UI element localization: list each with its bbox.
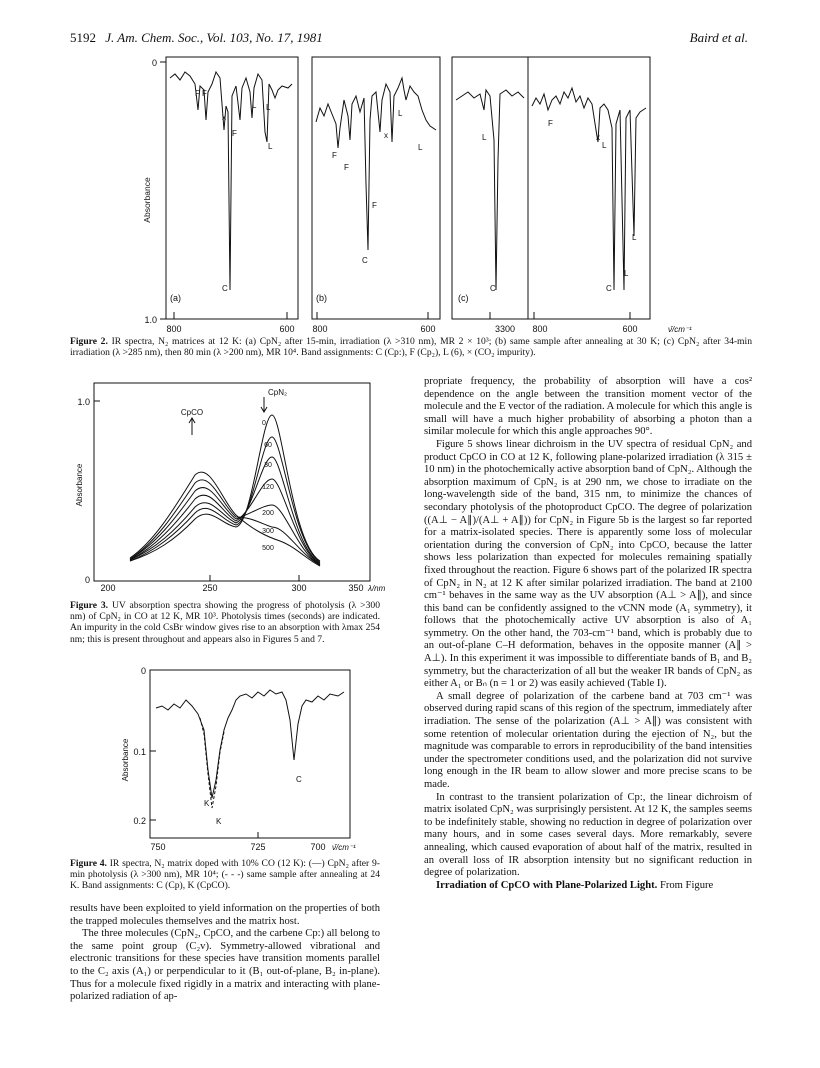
paragraph xyxy=(424,880,752,893)
spectrum-a xyxy=(170,72,292,290)
peak-label: L xyxy=(482,133,487,142)
peak-label: F xyxy=(548,119,553,128)
fig2-c-xtick-0: 3300 xyxy=(494,324,516,334)
paragraph: propriate frequency, the probability of absorption will have a cos² dependence on the angle between the transition moment vector of the molecule and the E vector of the radiation. A molecule for which this angle is small will have a much higher probability of absorbing a photon than a similar molecule for which this angle approaches 90°. xyxy=(424,376,753,438)
fig3-x-unit: λ/nm xyxy=(368,584,386,593)
paragraph: Figure 5 shows linear dichroism in the UV spectra of residual CpN₂ and product CpCO in CO at 12 K, following plane-polarized irradiation (λ 315 ± 10 nm) in the photochemically active absorption band of CpN₂. Although the absorption maximum of CpN₂ is at 290 nm, we chose to irradiate on the long-wavelength side of the band, 315 nm, to minimize the chances of secondary photolysis of the photoproduct CpCO. The degree of polarization ((A⊥ − A∥)/(A⊥ + A∥)) for CpN₂ in Figure 5b is the largest so far reported for a matrix-isolated species. There is apparently some loss of molecular orientation during the conversion of CpN₂ into CpCO, because the latter shows less polarization than expected for molecules remaining spatially fixed throughout the reaction. Figure 6 shows part of the polarized IR spectra of CpN₂ in N₂ at 12 K after similar polarized irradiation. The band at 2100 cm⁻¹ behaves in the same way as the UV absorption (A⊥ > A∥), and since this band can be confidently assigned to the νCNN mode (A₁ symmetry), it follows that the photochemically active UV absorption is also of A₁ symmetry. On the other hand, the 703-cm⁻¹ band, which is probably due to an out-of-plane C–H deformation, behaves in the opposite manner (A∥ > A⊥). In this experiment it was impossible to differentiate bands of B₁ and B₂ symmetry, but the characterization of all but the weaker IR bands of CpN₂ as either A₁ or Bₙ (n = 1 or 2) was easily achieved (Table I). xyxy=(424,438,752,690)
time-label: 500 xyxy=(262,545,274,552)
author-header: Baird et al. xyxy=(689,30,748,45)
peak-label: x xyxy=(384,131,388,140)
caption-text: UV absorption spectra showing the progress of photolysis (λ >300 nm) of CpN₂ in CO at 12 K, MR 10³. Photolysis times (seconds) are indicated. An impurity in the cold CsBr window gives rise to an absorption with λmax 254 nm; this is present throughout and appears also in Figures 5 and 7. xyxy=(70,600,380,645)
figure-4 xyxy=(0,660,400,860)
fig4-xtick: 750 xyxy=(150,842,166,852)
panel-c-label: (c) xyxy=(458,293,469,303)
fig2-b-xtick-1: 600 xyxy=(420,324,436,334)
peak-label: x xyxy=(596,133,600,142)
paragraph: In contrast to the transient polarization of Cp:, the linear dichroism of matrix isolated CpN₂ was surprisingly persistent. At 12 K, the samples seems to be indefinitely stable, showing no reduction in degree of polarization over many hours, and in some cases several days. More remarkably, severe annealing, which caused evaporation of about half of the matrix, resulted in an overall loss of IR absorption intensity but no significant reduction in degree of polarization. xyxy=(424,791,752,879)
fig4-xtick: 700 xyxy=(310,842,326,852)
fig3-frame xyxy=(94,383,370,581)
peak-label: K xyxy=(204,799,210,808)
figure-3-caption xyxy=(70,600,380,645)
peak-label: L xyxy=(418,143,423,152)
caption-label: Figure 4. xyxy=(70,858,107,869)
spectrum-solid xyxy=(156,690,344,798)
caption-text: IR spectra, N₂ matrices at 12 K: (a) CpN₂ after 15-min, irradiation (λ >310 nm), MR 2 × 10³; (b) same sample after annealing at 30 K; (c) CpN₂ after 34-min irradiation (λ >285 nm), then 80 min (λ >200 nm), MR 10⁴. Band assignments: C (Cp:), F (Cp₂), L (6), × (CO₂ impurity). xyxy=(70,336,752,359)
time-label: 200 xyxy=(262,510,274,517)
peak-label: C xyxy=(222,284,228,293)
paragraph-start: From Figure xyxy=(659,879,714,891)
page-number: 5192 xyxy=(70,30,96,45)
time-label: 30 xyxy=(264,462,272,469)
caption-label: Figure 2. xyxy=(70,336,108,347)
fig4-axis-title: Absorbance xyxy=(121,738,130,782)
peak-label: x xyxy=(222,113,226,122)
panel-b-label: (b) xyxy=(316,293,327,303)
peak-label: L xyxy=(266,103,271,112)
peak-label: C xyxy=(296,775,302,784)
peak-label: C xyxy=(490,284,496,293)
fig4-xtick: 725 xyxy=(250,842,266,852)
panel-a-label: (a) xyxy=(170,293,181,303)
fig2-c-xtick-1: 800 xyxy=(532,324,548,334)
peak-label: F xyxy=(202,89,207,98)
time-label: 120 xyxy=(262,484,274,491)
fig3-ytick-1: 0 xyxy=(84,575,90,585)
fig4-x-unit: ν̄/cm⁻¹ xyxy=(332,843,356,852)
fig4-ytick: 0 xyxy=(140,666,146,676)
fig4-ytick: 0.1 xyxy=(133,747,146,757)
figure-2-caption xyxy=(70,336,752,358)
fig3-ytick-0: 1.0 xyxy=(77,397,90,407)
section-heading: Irradiation of CpCO with Plane-Polarized Light. xyxy=(436,879,658,891)
spectrum-c-3300 xyxy=(456,90,524,290)
peak-label: L xyxy=(398,109,403,118)
fig2-unit: ν̄/cm⁻¹ xyxy=(668,325,692,334)
journal-citation: J. Am. Chem. Soc., Vol. 103, No. 17, 1981 xyxy=(105,30,323,45)
peak-label: L xyxy=(268,142,273,151)
peak-label: F xyxy=(332,151,337,160)
fig2-a-xtick-0: 800 xyxy=(166,324,182,334)
fig2-b-xtick-0: 800 xyxy=(312,324,328,334)
uv-curve xyxy=(130,415,320,561)
peak-label: C xyxy=(362,256,368,265)
fig2-a-xtick-1: 600 xyxy=(279,324,295,334)
fig2-axis-title: Absorbance xyxy=(142,177,152,223)
paragraph: results have been exploited to yield information on the properties of both the trapped molecules themselves and the matrix host. xyxy=(70,903,380,927)
paragraph: A small degree of polarization of the carbene band at 703 cm⁻¹ was observed during rapid scans of this region of the spectrum, immediately after irradiation. The sense of the polarization (A⊥ > A∥) was consistent with some retention of molecular orientation during the ejection of N₂, but the magnitude was comparable to errors in reproducibility of the band intensities under the spectrometer conditions used, and the polarization did not survive long enough in the IR beam to allow slower and more precise scans to be made. xyxy=(424,690,752,790)
fig2-ytick-0: 0 xyxy=(151,58,157,68)
label-cpn2: CpN₂ xyxy=(268,388,288,397)
fig3-axis-title: Absorbance xyxy=(75,463,84,507)
peak-label: F xyxy=(195,89,200,98)
time-label: 300 xyxy=(262,528,274,535)
label-cpco: CpCO xyxy=(180,408,204,417)
fig3-xtick: 200 xyxy=(100,583,116,593)
fig3-xtick: 350 xyxy=(348,583,364,593)
caption-label: Figure 3. xyxy=(70,600,109,611)
peak-label: K xyxy=(216,817,222,826)
caption-text: IR spectra, N₂ matrix doped with 10% CO (12 K): (—) CpN₂ after 9-min photolysis (λ >300 nm), MR 10⁴; (- - -) same sample after annealing at 24 K. Band assignments: C (Cp), K (CpCO). xyxy=(70,858,380,892)
paragraph: The three molecules (CpN₂, CpCO, and the carbene Cp:) all belong to the same point group (C₂v). Symmetry-allowed vibrational and electronic transitions for these species have transition moments parallel to the C₂ axis (A₁) or perpendicular to it (B₁ out-of-plane, B₂ in-plane). Thus for a molecule fixed rigidly in a matrix and interacting with plane-polarized radiation of ap- xyxy=(70,928,380,1003)
peak-label: L xyxy=(632,233,637,242)
figure-2 xyxy=(0,0,820,345)
time-label: 60 xyxy=(264,442,272,449)
fig4-frame xyxy=(150,670,350,838)
fig3-xtick: 250 xyxy=(202,583,218,593)
figure-3 xyxy=(0,375,400,615)
fig2-ytick-1: 1.0 xyxy=(144,315,157,325)
peak-label: F xyxy=(372,201,377,210)
right-column-text xyxy=(424,376,752,892)
fig3-xtick: 300 xyxy=(291,583,307,593)
peak-label: L xyxy=(602,141,607,150)
peak-label: C xyxy=(606,284,612,293)
panel-c-frame xyxy=(452,57,650,319)
fig4-ytick: 0.2 xyxy=(133,816,146,826)
peak-label: F xyxy=(344,163,349,172)
time-label: 0 xyxy=(262,420,266,427)
peak-label: L xyxy=(624,269,629,278)
left-column-text xyxy=(70,903,380,1004)
fig2-c-xtick-2: 600 xyxy=(622,324,638,334)
spectrum-b xyxy=(316,78,436,250)
figure-4-caption xyxy=(70,858,380,892)
peak-label: L xyxy=(252,101,257,110)
peak-label: F xyxy=(232,129,237,138)
